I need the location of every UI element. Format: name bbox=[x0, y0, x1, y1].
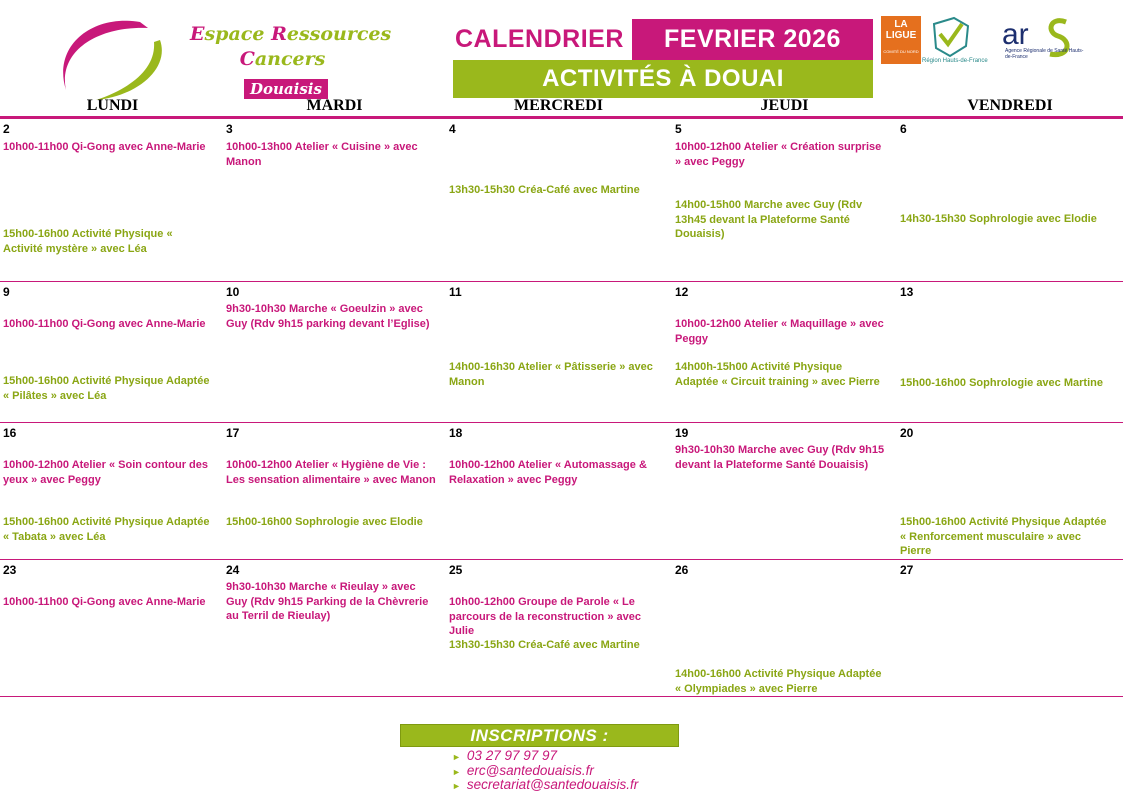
day-number: 26 bbox=[675, 563, 689, 577]
activity: 9h30-10h30 Marche « Rieulay » avec Guy (Rdv 9h15 Parking de la Chèvrerie au Terril de Rieulay) bbox=[226, 581, 429, 622]
day-number: 23 bbox=[3, 563, 17, 577]
day-number: 20 bbox=[900, 426, 914, 440]
day-number: 16 bbox=[3, 426, 17, 440]
bullet-icon: ► bbox=[452, 781, 461, 791]
bullet-icon: ► bbox=[452, 752, 461, 762]
day-number: 5 bbox=[675, 122, 682, 136]
org-name bbox=[190, 22, 392, 72]
day-header-lundi: LUNDI bbox=[86, 97, 139, 114]
day-number: 6 bbox=[900, 122, 907, 136]
week-divider bbox=[0, 696, 1123, 697]
svg-text:ar: ar bbox=[1002, 18, 1029, 51]
day-number: 9 bbox=[3, 285, 10, 299]
activity: 10h00-11h00 Qi-Gong avec Anne-Marie bbox=[3, 596, 206, 608]
ligue-logo bbox=[881, 16, 921, 64]
activity: 14h00-16h00 Activité Physique Adaptée « Olympiades » avec Pierre bbox=[675, 668, 882, 695]
contact-email-secretariat[interactable] bbox=[452, 777, 638, 794]
activity: 14h00h-15h00 Activité Physique Adaptée « Circuit training » avec Pierre bbox=[675, 361, 880, 388]
day-number: 17 bbox=[226, 426, 240, 440]
header-divider bbox=[0, 116, 1123, 119]
ars-logo-text: Agence Régionale de Santé Hauts-de-France bbox=[1005, 48, 1084, 60]
activity: 13h30-15h30 Créa-Café avec Martine bbox=[449, 639, 640, 651]
month-banner: FEVRIER 2026 bbox=[632, 19, 873, 60]
activity: 14h30-15h30 Sophrologie avec Elodie bbox=[900, 213, 1097, 225]
activity: 15h00-16h00 Activité Physique « Activité mystère » avec Léa bbox=[3, 228, 173, 255]
ligue-logo-text: LA LIGUE bbox=[885, 19, 917, 41]
bullet-icon: ► bbox=[452, 767, 461, 777]
contact-email-secretariat-text[interactable]: secretariat@santedouaisis.fr bbox=[466, 777, 639, 792]
activity: 10h00-12h00 Atelier « Création surprise » avec Peggy bbox=[675, 141, 882, 168]
activity: 15h00-16h00 Activité Physique Adaptée « Renforcement musculaire » avec Pierre bbox=[900, 516, 1107, 557]
day-header-jeudi: JEUDI bbox=[760, 97, 809, 114]
org-subtitle: Douaisis bbox=[244, 79, 328, 99]
org-word-cancers: ancers bbox=[254, 48, 326, 70]
day-header-mardi: MARDI bbox=[306, 97, 363, 114]
org-initial-c: C bbox=[239, 48, 255, 70]
activity: 10h00-12h00 Groupe de Parole « Le parcours de la reconstruction » avec Julie bbox=[449, 596, 641, 637]
org-word-ressources: essources bbox=[286, 23, 392, 45]
week-divider bbox=[0, 422, 1123, 423]
org-initial-e: E bbox=[190, 23, 205, 45]
week-divider bbox=[0, 281, 1123, 282]
activity: 10h00-11h00 Qi-Gong avec Anne-Marie bbox=[3, 318, 206, 330]
day-number: 13 bbox=[900, 285, 914, 299]
day-number: 27 bbox=[900, 563, 914, 577]
activity: 14h00-15h00 Marche avec Guy (Rdv 13h45 devant la Plateforme Santé Douaisis) bbox=[675, 199, 863, 240]
contact-email-erc-text[interactable]: erc@santedouaisis.fr bbox=[466, 763, 594, 778]
activity: 14h00-16h30 Atelier « Pâtisserie » avec Manon bbox=[449, 361, 653, 388]
place-banner: ACTIVITÉS À DOUAI bbox=[453, 60, 873, 98]
org-initial-r: R bbox=[271, 23, 287, 45]
activity: 15h00-16h00 Activité Physique Adaptée « Tabata » avec Léa bbox=[3, 516, 210, 543]
day-number: 12 bbox=[675, 285, 689, 299]
activity: 10h00-12h00 Atelier « Maquillage » avec Peggy bbox=[675, 318, 884, 345]
activity: 10h00-11h00 Qi-Gong avec Anne-Marie bbox=[3, 141, 206, 153]
activity: 10h00-12h00 Atelier « Automassage & Relaxation » avec Peggy bbox=[449, 459, 647, 486]
day-header-mercredi: MERCREDI bbox=[514, 97, 603, 114]
inscriptions-banner: INSCRIPTIONS : bbox=[400, 724, 679, 747]
erc-logo-swoosh-icon bbox=[52, 16, 172, 106]
day-number: 18 bbox=[449, 426, 463, 440]
activity: 9h30-10h30 Marche « Goeulzin » avec Guy (Rdv 9h15 parking devant l’Eglise) bbox=[226, 303, 430, 330]
day-number: 2 bbox=[3, 122, 10, 136]
day-number: 3 bbox=[226, 122, 233, 136]
region-logo-text: Région Hauts-de-France bbox=[922, 58, 988, 64]
activity: 10h00-12h00 Atelier « Hygiène de Vie : Les sensation alimentaire » avec Manon bbox=[226, 459, 436, 486]
activity: 15h00-16h00 Sophrologie avec Martine bbox=[900, 377, 1103, 389]
day-number: 4 bbox=[449, 122, 456, 136]
contact-phone-text: 03 27 97 97 97 bbox=[466, 748, 558, 763]
activity: 9h30-10h30 Marche avec Guy (Rdv 9h15 devant la Plateforme Santé Douaisis) bbox=[675, 444, 885, 471]
day-number: 24 bbox=[226, 563, 240, 577]
activity: 13h30-15h30 Créa-Café avec Martine bbox=[449, 184, 640, 196]
ligue-logo-subtext: COMITÉ DU NORD bbox=[883, 49, 919, 54]
activity: 15h00-16h00 Sophrologie avec Elodie bbox=[226, 516, 423, 528]
day-number: 11 bbox=[449, 285, 462, 299]
day-number: 19 bbox=[675, 426, 689, 440]
activity: 10h00-12h00 Atelier « Soin contour des yeux » avec Peggy bbox=[3, 459, 208, 486]
day-number: 10 bbox=[226, 285, 240, 299]
calendar-title: CALENDRIER bbox=[455, 25, 624, 53]
org-word-espace: space bbox=[204, 23, 272, 45]
activity: 10h00-13h00 Atelier « Cuisine » avec Manon bbox=[226, 141, 418, 168]
activity: 15h00-16h00 Activité Physique Adaptée « Pilâtes » avec Léa bbox=[3, 375, 210, 402]
day-number: 25 bbox=[449, 563, 463, 577]
week-divider bbox=[0, 559, 1123, 560]
day-header-vendredi: VENDREDI bbox=[967, 97, 1053, 114]
